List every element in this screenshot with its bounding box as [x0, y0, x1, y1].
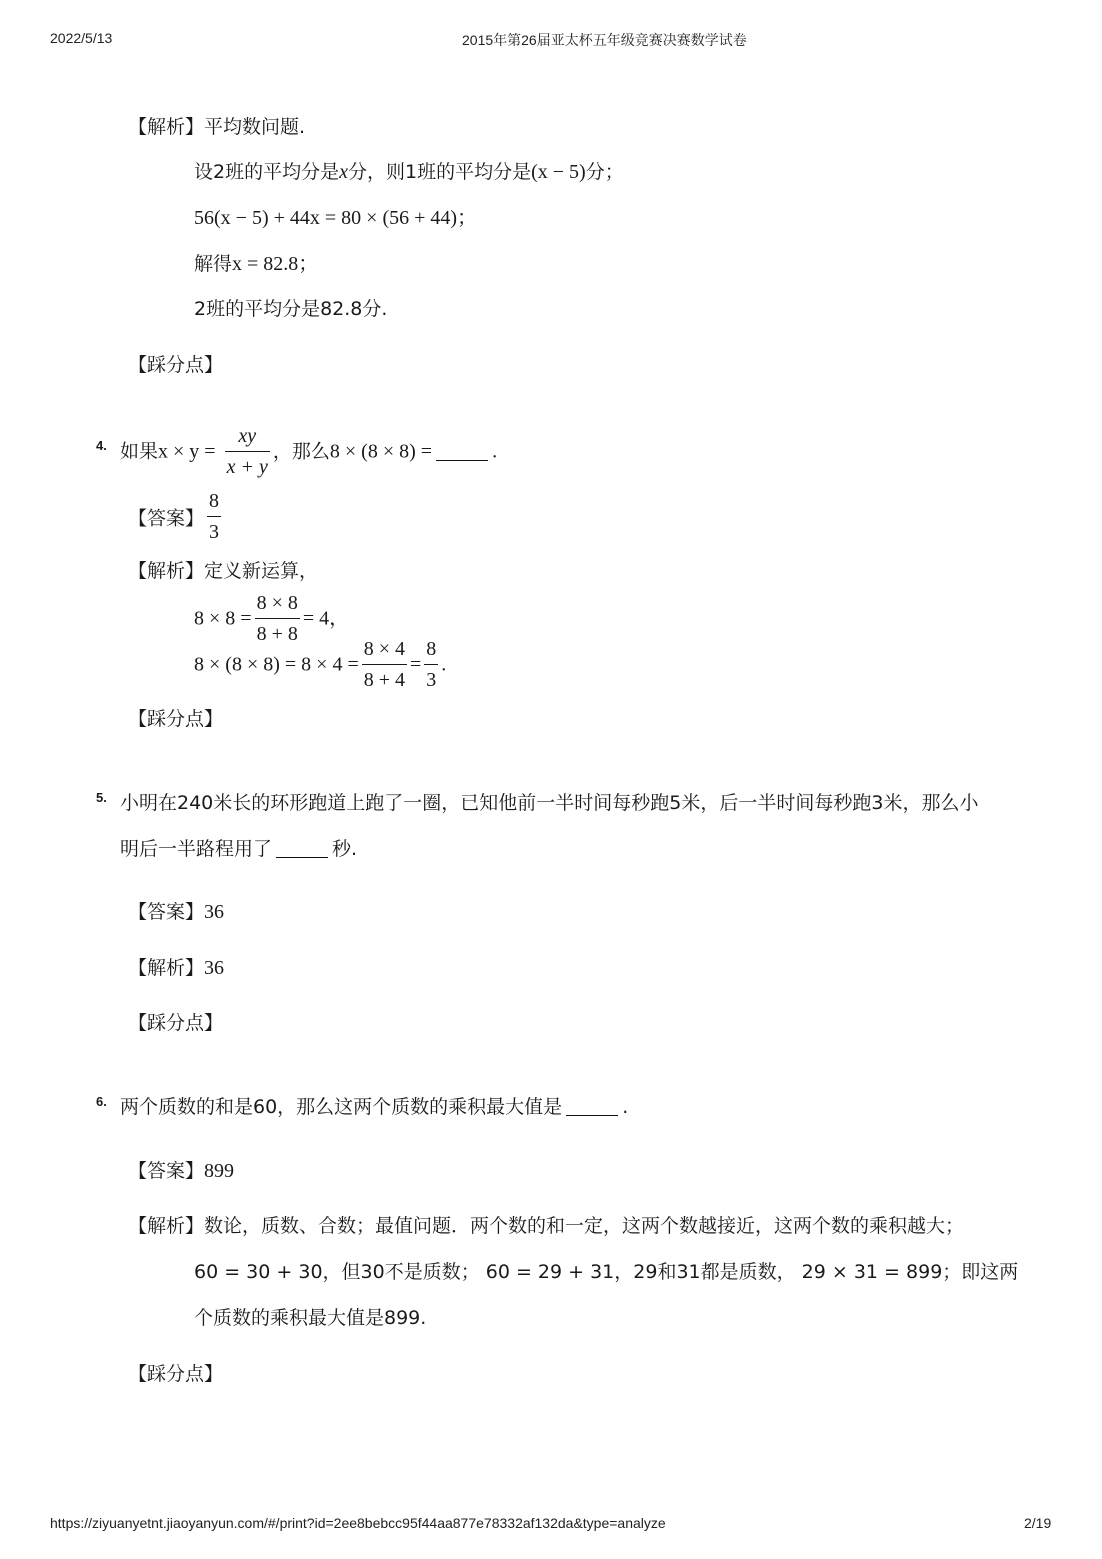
q4-stem-numerator: xy — [225, 425, 270, 452]
q6-answer-value: 899 — [204, 1160, 235, 1182]
q3-l1-text-a: 设2班的平均分是 — [194, 161, 340, 183]
q3-l1-expr: (x − 5) — [531, 161, 586, 183]
q4-s2-denominator-2: 3 — [426, 669, 437, 691]
q4-stem-text-a: 如果 — [120, 440, 159, 463]
answer-label: 【答案】 — [128, 901, 205, 923]
q4-answer-numerator: 8 — [207, 490, 221, 517]
q5-analysis — [128, 958, 224, 978]
q4-answer-fraction — [207, 490, 221, 544]
q6-stem-end: . — [622, 1096, 629, 1118]
q5-answer-value: 36 — [204, 901, 225, 923]
q4-stem-lhs: x × y = — [158, 440, 216, 463]
analysis-label: 【解析】 — [128, 560, 205, 582]
q3-l1-text-c: 分； — [585, 161, 624, 183]
page-url: https://ziyuanyetnt.jiaoyanyun.com/#/print?id=2ee8bebcc95f44aa877e78332af132da&type=analyze — [50, 1515, 666, 1531]
q4-answer — [128, 490, 224, 544]
q3-analysis-line-4: 2班的平均分是82.8分. — [194, 298, 388, 320]
q4-answer-denominator: 3 — [209, 521, 220, 543]
q6-stem — [120, 1098, 628, 1117]
q4-number: 4. — [96, 438, 107, 453]
q3-l3-text: 解得 — [194, 253, 233, 275]
q5-stem-text-b: 秒. — [332, 838, 358, 860]
q4-stem-end: . — [492, 440, 498, 463]
q6-analysis-line-2: 60 = 30 + 30，但30不是质数； 60 = 29 + 31，29和31都是质数， 29 × 31 = 899；即这两 — [194, 1261, 1019, 1283]
q4-s2-fraction-2 — [424, 638, 438, 692]
q3-points-label: 【踩分点】 — [128, 354, 224, 376]
q6-analysis-line-1: 数论，质数、合数；最值问题．两个数的和一定，这两个数越接近，这两个数的乘积越大； — [204, 1215, 965, 1237]
q4-s1-lhs: 8 × 8 = — [194, 607, 252, 630]
answer-blank[interactable] — [436, 460, 488, 461]
analysis-label: 【解析】 — [128, 1215, 205, 1237]
q5-stem-line-1: 小明在240米长的环形跑道上跑了一圈，已知他前一半时间每秒跑5米，后一半时间每秒跑3米，那么小 — [120, 792, 979, 814]
q4-s2-numerator-1: 8 × 4 — [362, 638, 407, 665]
document-title: 2015年第26届亚太杯五年级竞赛决赛数学试卷 — [462, 32, 747, 48]
q5-points-label: 【踩分点】 — [128, 1012, 224, 1034]
q4-s2-equals: = — [410, 653, 422, 676]
analysis-label: 【解析】 — [128, 957, 205, 979]
q4-s1-numerator: 8 × 8 — [255, 592, 300, 619]
q4-s2-end: . — [441, 653, 447, 676]
q4-s2-numerator-2: 8 — [424, 638, 438, 665]
q4-stem — [120, 425, 497, 479]
q4-analysis-heading — [128, 562, 318, 581]
q6-stem-text: 两个质数的和是60，那么这两个质数的乘积最大值是 — [120, 1096, 563, 1118]
analysis-label: 【解析】 — [128, 116, 205, 138]
q5-number: 5. — [96, 790, 107, 805]
answer-label: 【答案】 — [128, 1160, 205, 1182]
q4-stem-text-b: ，那么 — [272, 440, 330, 463]
q4-points-label: 【踩分点】 — [128, 708, 224, 730]
q5-answer — [128, 902, 224, 922]
q4-s1-denominator: 8 + 8 — [256, 623, 298, 645]
q6-analysis-line-3: 个质数的乘积最大值是899. — [194, 1307, 427, 1329]
q6-answer — [128, 1161, 234, 1181]
q4-s1-rhs: = 4， — [302, 607, 350, 630]
q4-s2-denominator-1: 8 + 4 — [363, 669, 405, 691]
q4-stem-denominator: x + y — [226, 456, 268, 478]
q5-stem-text-a: 明后一半路程用了 — [120, 838, 273, 860]
q3-l3-expr: x = 82.8； — [232, 253, 319, 275]
q5-analysis-value: 36 — [204, 957, 225, 979]
q3-l1-text-b: 分，则1班的平均分是 — [347, 161, 532, 183]
q4-s2-fraction-1 — [362, 638, 407, 692]
q3-analysis-title: 平均数问题. — [204, 116, 306, 138]
page-number: 2/19 — [1024, 1515, 1052, 1531]
q5-stem-line-2 — [120, 840, 357, 859]
q3-l1-var: x — [339, 161, 348, 183]
q4-s2-lhs: 8 × (8 × 8) = 8 × 4 = — [194, 653, 359, 676]
q4-stem-fraction — [225, 425, 270, 479]
q6-analysis-heading — [128, 1217, 964, 1236]
answer-blank[interactable] — [566, 1115, 618, 1116]
q6-points-label: 【踩分点】 — [128, 1363, 224, 1385]
q6-number: 6. — [96, 1094, 107, 1109]
q3-analysis-line-1 — [194, 162, 624, 182]
answer-label: 【答案】 — [128, 507, 205, 530]
print-date: 2022/5/13 — [50, 30, 113, 46]
q4-analysis-step-2 — [194, 638, 446, 692]
q3-analysis-line-3 — [194, 254, 318, 274]
q3-analysis-line-2: 56(x − 5) + 44x = 80 × (56 + 44)； — [194, 207, 478, 229]
answer-blank[interactable] — [276, 857, 328, 858]
q4-stem-expr: 8 × (8 × 8) = — [329, 440, 433, 463]
q3-analysis-heading — [128, 118, 305, 137]
q4-analysis-title: 定义新运算， — [204, 560, 319, 582]
